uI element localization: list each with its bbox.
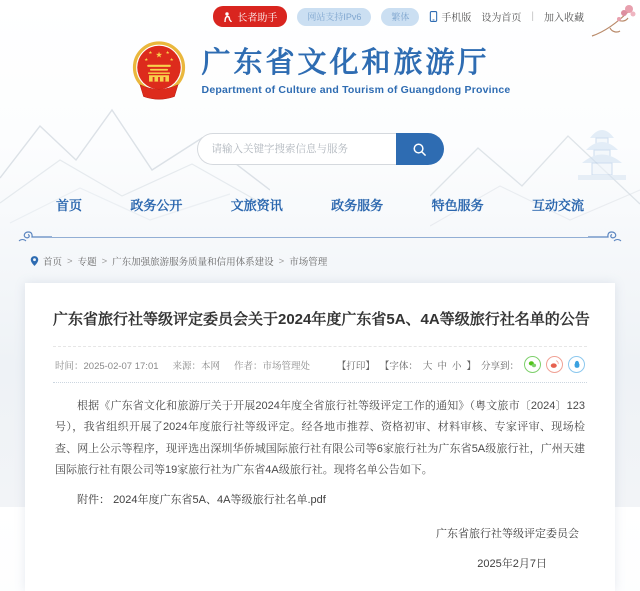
article-title: 广东省旅行社等级评定委员会关于2024年度广东省5A、4A等级旅行社名单的公告 — [53, 311, 590, 328]
right-curl-ornament — [588, 229, 624, 245]
font-medium-button[interactable]: 中 — [437, 360, 447, 372]
font-small-button[interactable]: 小 — [451, 360, 462, 372]
svg-text:★: ★ — [147, 49, 152, 55]
svg-text:★: ★ — [143, 57, 148, 63]
font-size-label-close: 】 — [466, 360, 476, 372]
qq-share-button[interactable] — [568, 356, 585, 373]
search-icon — [412, 142, 427, 157]
attachment-link[interactable]: 2024年度广东省5A、4A等级旅行社名单.pdf — [113, 493, 326, 506]
nav-item-gov-disclosure[interactable]: 政务公开 — [130, 198, 183, 213]
top-utility-bar — [0, 0, 640, 29]
meta-author: 作者：市场管理处 — [234, 360, 311, 372]
breadcrumb-quality-credit-system[interactable]: 广东加强旅游服务质量和信用体系建设 — [112, 257, 274, 268]
search-bar — [0, 133, 640, 165]
meta-source: 来源：本网 — [172, 360, 221, 372]
main-nav — [0, 195, 640, 214]
breadcrumb-separator: > — [67, 255, 73, 267]
elder-assistant-label: 长者助手 — [237, 13, 278, 24]
wechat-icon — [528, 360, 537, 369]
article-body: 根据《广东省文化和旅游厅关于开展2024年度全省旅行社等级评定工作的通知》（粤文旅市〔2024〕123号），我省组织开展了2024年度旅行社等级评定。经各地市推荐、资格初审、材料审核、专家评审、现场检查、网上公示等程序，现评选出深圳华侨城国际旅行社有限公司等6家旅行社为广东省5A级旅行社，广州天建国际旅行社有限公司等19家旅行社为广东省4A级旅行社。现将名单公告如下。 — [55, 400, 585, 477]
ipv6-badge[interactable]: 网站支持IPv6 — [297, 8, 371, 26]
article-tools — [337, 356, 585, 373]
site-logo[interactable] — [130, 39, 511, 105]
article-meta — [55, 358, 310, 372]
svg-text:★: ★ — [165, 49, 170, 55]
weibo-icon — [550, 360, 559, 369]
set-homepage-link[interactable]: 设为首页 — [481, 13, 522, 24]
breadcrumb-home[interactable]: 首页 — [43, 257, 63, 268]
meta-time: 时间：2025-02-07 17:01 — [55, 360, 159, 372]
font-large-button[interactable]: 大 — [422, 360, 433, 372]
attachment-label: 附件： — [77, 493, 110, 506]
qq-icon — [573, 360, 581, 369]
share-label: 分享到： — [480, 360, 519, 372]
add-favorite-link[interactable]: 加入收藏 — [544, 13, 584, 24]
attachment-row — [55, 491, 585, 507]
article-meta-bar — [53, 346, 587, 383]
search-input[interactable] — [197, 133, 396, 165]
mobile-version-link[interactable] — [429, 9, 471, 24]
search-button[interactable] — [396, 133, 444, 165]
breadcrumb — [0, 245, 640, 268]
mobile-version-label: 手机版 — [441, 13, 472, 24]
divider-line — [52, 237, 588, 238]
nav-item-culture-tourism-news[interactable]: 文旅资讯 — [230, 198, 283, 213]
nav-item-home[interactable]: 首页 — [56, 198, 83, 213]
traditional-chinese-button[interactable]: 繁体 — [381, 8, 419, 26]
breadcrumb-current: 市场管理 — [289, 257, 328, 268]
article-signature: 广东省旅行社等级评定委员会 — [436, 527, 579, 540]
breadcrumb-separator: > — [278, 255, 285, 267]
wechat-share-button[interactable] — [524, 356, 541, 373]
nav-item-gov-services[interactable]: 政务服务 — [331, 198, 384, 213]
print-button[interactable]: 【打印】 — [336, 360, 375, 372]
site-header — [0, 39, 640, 105]
site-title: 广东省文化和旅游厅 — [201, 46, 490, 79]
location-pin-icon — [30, 255, 39, 267]
elder-person-icon — [223, 12, 233, 22]
nav-item-interaction[interactable]: 互动交流 — [531, 198, 584, 213]
nav-item-featured-services[interactable]: 特色服务 — [431, 198, 484, 213]
left-curl-ornament — [16, 229, 52, 245]
article-card — [25, 283, 615, 591]
svg-text:★: ★ — [169, 57, 174, 63]
national-emblem — [130, 39, 188, 105]
svg-text:★: ★ — [154, 50, 163, 60]
article-date: 2025年2月7日 — [477, 557, 547, 570]
breadcrumb-separator: > — [101, 255, 108, 267]
phone-icon — [429, 10, 438, 23]
site-subtitle: Department of Culture and Tourism of Guangdong Province — [201, 84, 511, 97]
weibo-share-button[interactable] — [546, 356, 563, 373]
font-size-label: 【字体： — [379, 360, 418, 372]
topbar-separator: | — [531, 11, 534, 22]
elder-assistant-button[interactable] — [213, 6, 287, 27]
wave-divider — [16, 229, 624, 245]
breadcrumb-topics[interactable]: 专题 — [77, 257, 97, 268]
